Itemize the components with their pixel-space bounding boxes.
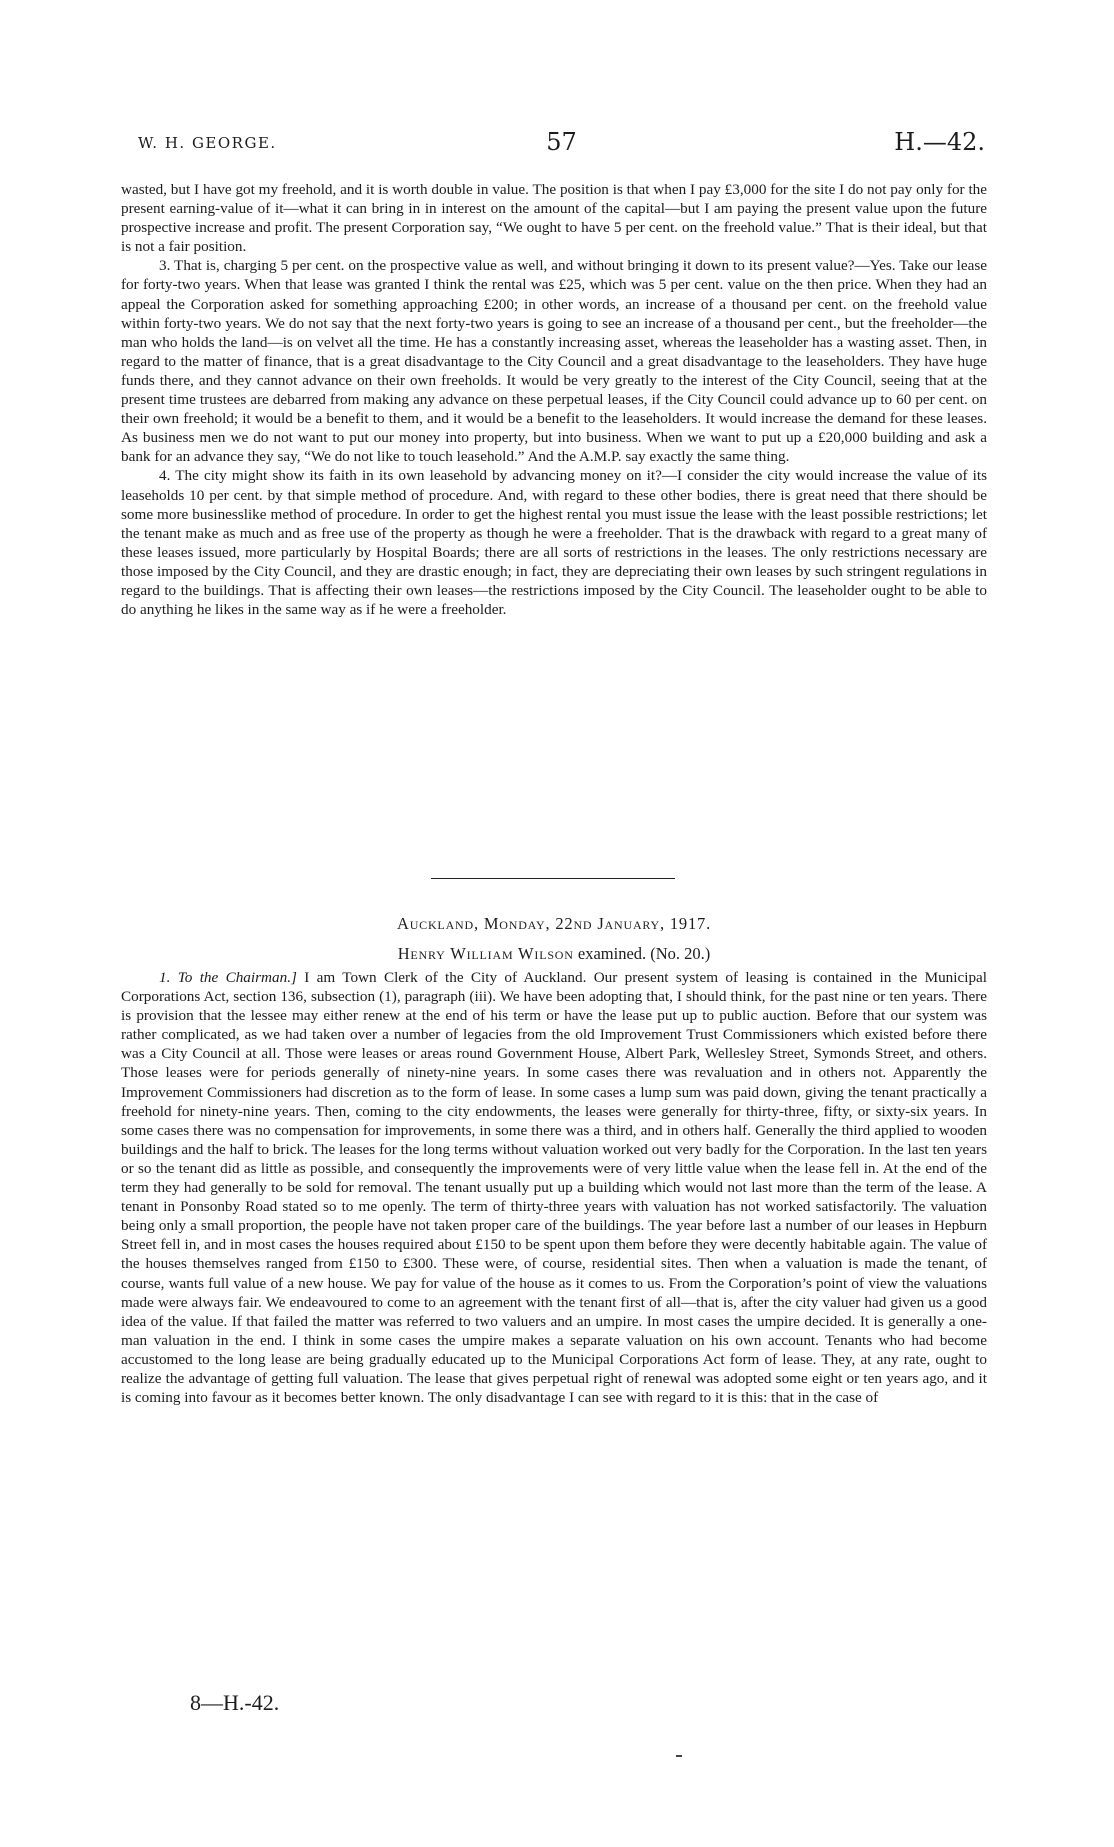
page-number: 57 — [546, 128, 577, 156]
evidence-section-george — [121, 180, 987, 619]
signature-mark: 8—H.-42. — [190, 1690, 280, 1715]
page-header — [138, 128, 985, 162]
answer-text: I am Town Clerk of the City of Auckland. Our present system of leasing is contained in the Municipal Corporations Act, section 136, subsection (1), paragraph (iii). We have been adopting that, I should think, for the past nine or ten years. There is provision that the lessee may either renew at the end of his term or have the lease put up to public auction. Before that our system was rather complicated, as we had taken over a number of legacies from the old Improvement Trust Commissioners which existed before there was a City Council at all. Those were leases or areas round Government House, Albert Park, Wellesley Street, Symonds Street, and others. Those leases were for periods generally of ninety-nine years. In some cases there was revaluation and in others not. Apparently the Improvement Commissioners had discretion as to the form of lease. In some cases a lump sum was paid down, giving the tenant practically a freehold for ninety-nine years. Then, coming to the city endowments, the leases were generally for thirty-three, fifty, or sixty-six years. In some cases there was no compensation for improvements, in some there was a third, and in others half. Generally the third applied to wooden buildings and the half to brick. The leases for the long terms without valuation worked out very badly for the Corporation. In the last ten years or so the tenant did as little as possible, and consequently the improvements were of very little value when the lease fell in. At the end of the term they had generally to be sold for removal. The tenant usually put up a building which would not last more than the term of the lease. A tenant in Ponsonby Road stated so to me openly. The term of thirty-three years with valuation has not worked satisfactorily. The valuation being only a small proportion, the people have not taken proper care of the buildings. The year before last a number of our leases in Hepburn Street fell in, and in most cases the houses required about £150 to be spent upon them before they were decently habitable again. The value of the houses themselves ranged from £150 to £300. These were, of course, residential sites. Then when a valuation is made the tenant, of course, wants full value of a new house. We pay for value of the house as it comes to us. From the Corporation’s point of view the valuations made were always fair. We endeavoured to come to an agreement with the tenant first of all—that is, after the city valuer had given us a good idea of the value. If that failed the matter was referred to two valuers and an umpire. In most cases the umpire decided. It is generally a one-man valuation in the end. I think in some cases the umpire makes a separate valuation on his own account. Tenants who had become accustomed to the long lease are being gradually educated up to the Municipal Corporations Act form of lease. They, at any rate, ought to realize the advantage of getting full valuation. The lease that gives perpetual right of renewal was adopted some eight or ten years ago, and it is coming into favour as it becomes better known. The only disadvantage I can see with regard to it is this: that in the case of — [121, 969, 988, 1407]
evidence-section-wilson — [121, 968, 987, 1407]
paper-reference: H.—42. — [894, 128, 985, 156]
paragraph-question-4: 4. The city might show its faith in its own leasehold by advancing money on it?—I consider the city would increase the value of its leaseholds 10 per cent. by that simple method of procedure. And, with regard to these other bodies, there is great need that there should be some more businesslike method of procedure. In order to get the highest rental you must issue the lease with the least possible restrictions; let the tenant make as much and as free use of the property as though he were a freeholder. That is the drawback with regard to a great many of these leases issued, more particularly by Hospital Boards; there are all sorts of restrictions in the leases. The only restrictions necessary are those imposed by the City Council, and they are drastic enough; in fact, they are depreciating their own leases by such stringent regulations in regard to the buildings. That is affecting their own leases—the restrictions imposed by the City Council. The leaseholder ought to be able to do anything he likes in the same way as if he were a freeholder. — [121, 467, 987, 619]
witness-heading — [121, 944, 987, 964]
witness-examined-note: examined. (No. 20.) — [577, 944, 711, 963]
section-divider — [431, 878, 675, 879]
paragraph-question-1 — [121, 968, 987, 1407]
stray-mark — [676, 1755, 682, 1757]
question-lead-in: 1. To the Chairman.] — [159, 969, 297, 986]
session-date-heading: Auckland, Monday, 22nd January, 1917. — [396, 914, 711, 933]
witness-name: Henry William Wilson — [397, 944, 574, 963]
paragraph-continued: wasted, but I have got my freehold, and it is worth double in value. The position is that when I pay £3,000 for the site I do not pay only for the present earning-value of it—what it can bring in in interest on the amount of the capital—but I am paying the present value upon the future prospective increase and profit. The present Corporation say, “We ought to have 5 per cent. on the freehold value.” That is their ideal, but that is not a fair position. — [121, 181, 987, 256]
paragraph-question-3: 3. That is, charging 5 per cent. on the prospective value as well, and without bringing it down to its present value?—Yes. Take our lease for forty-two years. When that lease was granted I think the rental was £25, which was 5 per cent. value on the then price. When they had an appeal the Corporation asked for something approaching £200; in other words, an increase of a thousand per cent. on the freehold value within forty-two years. We do not say that the next forty-two years is going to see an increase of a thousand per cent., but the freeholder—the man who holds the land—is on velvet all the time. He has a constantly increasing asset, whereas the leaseholder has a wasting asset. Then, in regard to the matter of finance, that is a great disadvantage to the City Council and a great disadvantage to the leaseholders. They have huge funds there, and they cannot advance on their own freeholds. It would be very greatly to the interest of the City Council, seeing that at the present time trustees are debarred from making any advance on these perpetual leases, if the City Council could advance up to 60 per cent. on their own freehold; it would be a benefit to them, and it would be a benefit to the leaseholders. It would increase the demand for these leases. As business men we do not want to put our money into property, but into business. When we want to put up a £20,000 building and ask a bank for an advance they say, “We do not like to touch leasehold.” And the A.M.P. say exactly the same thing. — [121, 257, 987, 466]
header-witness-name: W. H. GEORGE. — [138, 134, 277, 152]
